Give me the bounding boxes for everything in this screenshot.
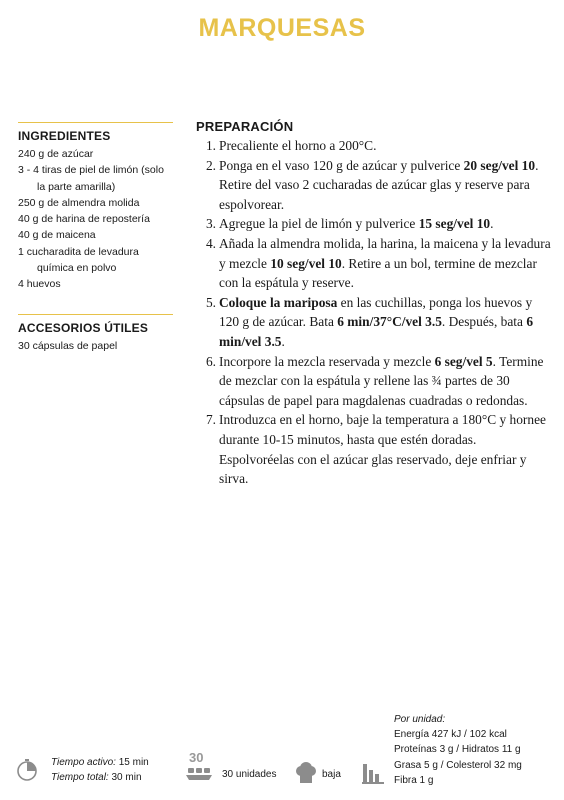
step-bold-text: 6 min/vel 3.5 bbox=[219, 314, 534, 349]
step-bold-text: Coloque la mariposa bbox=[219, 294, 338, 310]
ingredient-item: 250 g de almendra molida bbox=[18, 196, 140, 209]
ingredient-item: 240 g de azúcar bbox=[18, 148, 94, 160]
step-item bbox=[196, 214, 552, 234]
step-text: Añada la almendra molida, la harina, la maicena y la levadura y mezcle bbox=[219, 235, 551, 271]
total-time-label: Tiempo total: bbox=[51, 772, 109, 783]
accessories-section bbox=[18, 314, 173, 354]
ingredient-item: 3 - 4 tiras de piel de limón (solo la parte amarilla) bbox=[18, 164, 164, 193]
time-info bbox=[51, 755, 149, 785]
step-bold-text: 15 seg/vel 10 bbox=[418, 216, 491, 232]
nutrition-line: Energía 427 kJ / 102 kcal bbox=[394, 729, 507, 741]
ingredient-item: 40 g de harina de repostería bbox=[18, 213, 150, 226]
chef-hat-icon bbox=[294, 762, 318, 784]
step-text: . Retire a un bol, termine de mezclar con la espátula y reserve. bbox=[219, 255, 537, 291]
step-item bbox=[196, 156, 552, 215]
preparation-section bbox=[196, 119, 552, 489]
step-number: 3. bbox=[205, 216, 216, 232]
difficulty-text: baja bbox=[322, 769, 341, 780]
step-number: 5. bbox=[205, 294, 216, 310]
step-text: Ponga en el vaso 120 g de azúcar y pulverice bbox=[219, 157, 464, 173]
step-bold-text: 6 seg/vel 5 bbox=[434, 353, 493, 369]
ingredient-item: 40 g de maicena bbox=[18, 229, 96, 242]
divider bbox=[18, 122, 173, 123]
step-text: . Retire del vaso 2 cucharadas de azúcar glas y reserve para espolvorear. bbox=[219, 157, 539, 212]
accessory-item: 30 cápsulas de papel bbox=[18, 339, 118, 352]
step-text: Agregue la piel de limón y pulverice bbox=[219, 216, 419, 232]
step-text: en las cuchillas, ponga los huevos y 120 g de azúcar. Bata bbox=[219, 294, 533, 330]
step-item bbox=[196, 293, 552, 352]
accessories-heading: ACCESORIOS ÚTILES bbox=[18, 320, 149, 335]
step-item bbox=[196, 410, 552, 488]
yield-number: 30 bbox=[189, 750, 204, 765]
left-column bbox=[18, 122, 173, 354]
ingredients-list bbox=[18, 146, 173, 293]
recipe-title: MARQUESAS bbox=[198, 14, 366, 42]
ingredient-item: 1 cucharadita de levadura química en polvo bbox=[18, 245, 139, 275]
step-number: 6. bbox=[205, 353, 216, 369]
step-number: 1. bbox=[205, 138, 216, 153]
total-time-value: 30 min bbox=[111, 772, 142, 783]
ingredients-heading: INGREDIENTES bbox=[18, 129, 111, 143]
steps-list bbox=[196, 136, 552, 489]
recipe-footer bbox=[0, 708, 564, 800]
step-bold-text: 20 seg/vel 10 bbox=[463, 157, 536, 173]
nutrition-info bbox=[394, 712, 522, 788]
per-unit-label: Por unidad: bbox=[394, 714, 446, 725]
nutrition-line: Fibra 1 g bbox=[394, 774, 434, 786]
active-time-label: Tiempo activo: bbox=[51, 757, 116, 768]
step-text: . Termine de mezclar con la espátula y rellene las ¾ partes de 30 cápsulas de papel para magdalenas cuadradas o redondas. bbox=[219, 353, 544, 408]
active-time-value: 15 min bbox=[118, 757, 149, 768]
nutrition-line: Grasa 5 g / Colesterol 32 mg bbox=[394, 759, 522, 771]
nutrition-line: Proteínas 3 g / Hidratos 11 g bbox=[394, 744, 521, 756]
step-text: Introduzca en el horno, baje la temperatura a 180°C y hornee durante 10-15 minutos, hasta que estén doradas. Espolvoréelas con el azúcar glas reservado, deje enfriar y sirva. bbox=[219, 412, 546, 487]
step-text: Incorpore la mezcla reservada y mezcle bbox=[219, 353, 435, 369]
step-number: 7. bbox=[205, 412, 216, 428]
step-text: Precaliente el horno a 200°C. bbox=[219, 138, 377, 153]
step-item bbox=[196, 234, 552, 293]
step-text: . bbox=[281, 333, 285, 349]
yield-text: 30 unidades bbox=[222, 769, 277, 780]
step-item bbox=[196, 136, 552, 156]
step-number: 4. bbox=[205, 235, 216, 251]
step-text: . Después, bata bbox=[441, 314, 527, 330]
ingredient-item: 4 huevos bbox=[18, 278, 61, 291]
step-item bbox=[196, 352, 552, 411]
divider bbox=[18, 314, 173, 315]
step-number: 2. bbox=[205, 157, 216, 173]
step-bold-text: 6 min/37°C/vel 3.5 bbox=[337, 314, 442, 330]
preparation-heading: PREPARACIÓN bbox=[196, 119, 294, 134]
bar-chart-icon bbox=[362, 762, 384, 784]
step-bold-text: 10 seg/vel 10 bbox=[270, 255, 342, 271]
tray-icon bbox=[186, 766, 212, 782]
clock-icon bbox=[16, 759, 38, 781]
step-text: . bbox=[490, 216, 494, 232]
